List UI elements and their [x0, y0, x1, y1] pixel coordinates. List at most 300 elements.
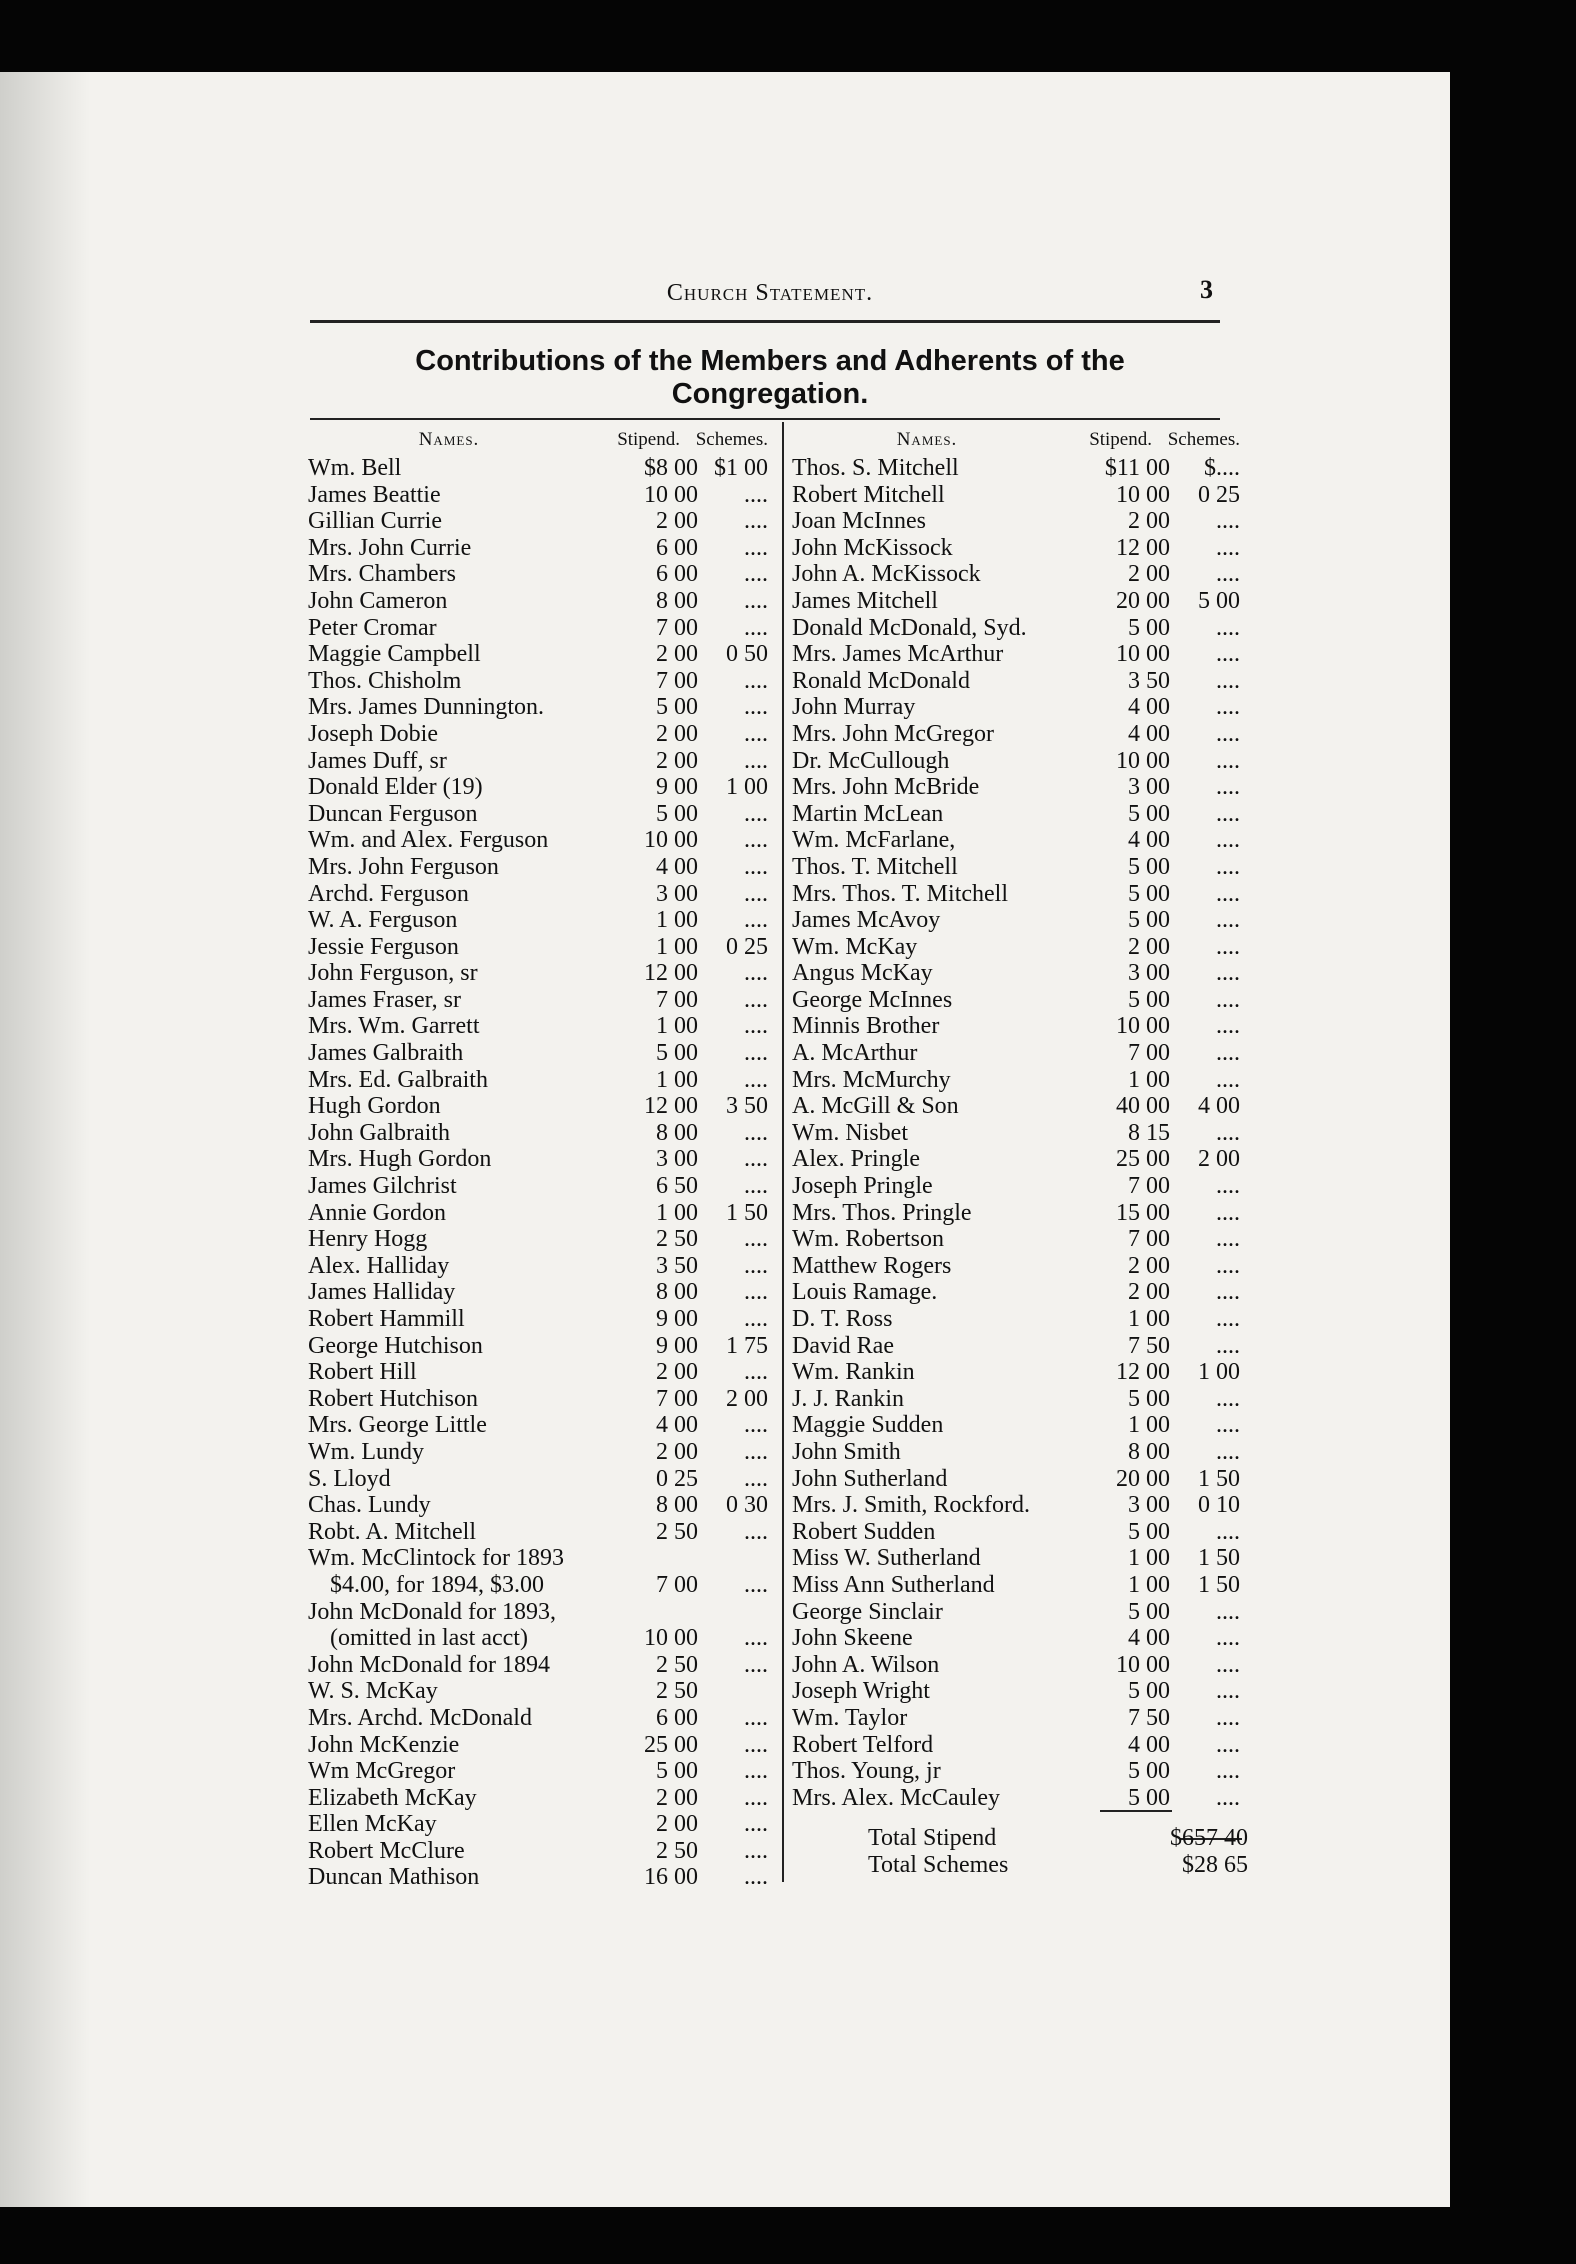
contributor-name: Mrs. Ed. Galbraith [308, 1066, 488, 1093]
schemes-amount: .... [744, 587, 768, 614]
list-item [770, 907, 1240, 934]
list-item [770, 1572, 1240, 1599]
schemes-amount: .... [744, 1013, 768, 1040]
stipend-amount: 1 00 [656, 907, 698, 934]
schemes-amount: .... [1216, 880, 1240, 907]
stipend-amount: 2 50 [656, 1837, 698, 1864]
stipend-amount: 2 50 [656, 1651, 698, 1678]
schemes-amount: .... [744, 1518, 768, 1545]
list-item [770, 641, 1240, 668]
list-item [308, 960, 768, 987]
list-item [770, 881, 1240, 908]
contributor-name: Mrs. Alex. McCauley [792, 1784, 1000, 1811]
list-item [308, 1200, 768, 1227]
schemes-amount: .... [744, 694, 768, 721]
schemes-amount: .... [1216, 561, 1240, 588]
stipend-amount: 5 00 [1128, 880, 1170, 907]
list-item [770, 1652, 1240, 1679]
stipend-amount: 5 00 [1128, 800, 1170, 827]
stipend-amount: 3 00 [1128, 1492, 1170, 1519]
contributor-name: John Skeene [792, 1625, 913, 1652]
contributor-name: Donald Elder (19) [308, 774, 483, 801]
schemes-amount: .... [744, 986, 768, 1013]
schemes-amount: .... [744, 1837, 768, 1864]
list-item [308, 1519, 768, 1546]
stipend-amount: 2 00 [656, 1359, 698, 1386]
contributor-name: James Galbraith [308, 1040, 464, 1067]
stipend-amount: 7 00 [1128, 1173, 1170, 1200]
schemes-amount: .... [744, 720, 768, 747]
right-list [770, 455, 1240, 1811]
list-item [770, 1785, 1240, 1812]
schemes-amount: 0 10 [1198, 1492, 1240, 1519]
contributor-name: John Smith [792, 1438, 901, 1465]
schemes-amount: .... [1216, 667, 1240, 694]
contributor-name: Donald McDonald, Syd. [792, 614, 1027, 641]
stipend-amount: 12 00 [1116, 1359, 1170, 1386]
contributor-name: A. McGill & Son [792, 1093, 959, 1120]
stipend-amount: 4 00 [1128, 1625, 1170, 1652]
stipend-amount: 8 00 [656, 1492, 698, 1519]
list-item [308, 615, 768, 642]
contributor-name: Robert Sudden [792, 1518, 936, 1545]
stipend-amount: 7 00 [656, 1385, 698, 1412]
schemes-amount: .... [1216, 1412, 1240, 1439]
list-item [770, 1519, 1240, 1546]
list-item [770, 1120, 1240, 1147]
list-item [308, 774, 768, 801]
contributor-name: John Murray [792, 694, 916, 721]
stipend-amount: $11 00 [1104, 455, 1170, 481]
schemes-amount: .... [744, 561, 768, 588]
contributor-name: Alex. Halliday [308, 1252, 450, 1279]
stipend-amount: 1 00 [656, 933, 698, 960]
page-edge-shadow [0, 72, 90, 2207]
stipend-amount: 2 50 [656, 1226, 698, 1253]
title-rule [310, 418, 1220, 420]
list-item [308, 1705, 768, 1732]
stipend-amount: 2 00 [656, 1438, 698, 1465]
stipend-amount: 2 00 [656, 720, 698, 747]
schemes-amount: 5 00 [1198, 587, 1240, 614]
list-item [770, 694, 1240, 721]
header-rule [310, 320, 1220, 323]
contributor-name: Thos. Young, jr [792, 1758, 941, 1785]
stipend-amount: 2 50 [656, 1678, 698, 1705]
schemes-amount: .... [744, 667, 768, 694]
schemes-amount: 1 50 [1198, 1545, 1240, 1572]
list-item [770, 748, 1240, 775]
stipend-amount: 7 00 [656, 1571, 698, 1598]
list-item [770, 1279, 1240, 1306]
stipend-amount: 7 00 [1128, 1226, 1170, 1253]
total-schemes-row [868, 1852, 1248, 1879]
list-item [770, 721, 1240, 748]
schemes-amount: .... [744, 1465, 768, 1492]
stipend-amount: 5 00 [656, 694, 698, 721]
contributor-name: Ronald McDonald [792, 667, 970, 694]
stipend-amount: 10 00 [1116, 1013, 1170, 1040]
stipend-amount: 6 00 [656, 561, 698, 588]
schemes-amount: .... [744, 880, 768, 907]
list-item [308, 1811, 768, 1838]
stipend-amount: 10 00 [1116, 481, 1170, 508]
schemes-amount: 2 00 [1198, 1146, 1240, 1173]
list-item [770, 1386, 1240, 1413]
list-item [770, 827, 1240, 854]
list-item [770, 455, 1240, 482]
schemes-amount: .... [744, 1864, 768, 1891]
contributor-name: Thos. S. Mitchell [792, 455, 959, 481]
stipend-amount: 3 00 [656, 1146, 698, 1173]
schemes-amount: .... [744, 747, 768, 774]
contributor-name: Wm. Bell [308, 455, 402, 481]
stipend-amount: 8 15 [1128, 1119, 1170, 1146]
stipend-amount: 5 00 [1128, 614, 1170, 641]
schemes-amount: .... [744, 1731, 768, 1758]
contributor-name: John Ferguson, sr [308, 960, 478, 987]
contributor-name: (omitted in last acct) [330, 1625, 528, 1652]
stipend-amount: 20 00 [1116, 1465, 1170, 1492]
stipend-amount: 8 00 [656, 587, 698, 614]
stipend-amount: 5 00 [1128, 1784, 1170, 1811]
contributor-name: Minnis Brother [792, 1013, 940, 1040]
list-item [308, 1864, 768, 1891]
contributor-name: John Sutherland [792, 1465, 948, 1492]
schemes-amount: .... [744, 1279, 768, 1306]
schemes-amount: .... [1216, 534, 1240, 561]
schemes-amount: .... [744, 1226, 768, 1253]
stipend-amount: 5 00 [1128, 986, 1170, 1013]
list-item [308, 1359, 768, 1386]
schemes-amount: .... [1216, 827, 1240, 854]
contributor-name: John Cameron [308, 587, 448, 614]
stipend-amount: 40 00 [1116, 1093, 1170, 1120]
list-item [308, 1120, 768, 1147]
contributor-name: James McAvoy [792, 907, 941, 934]
contributor-name: Mrs. Hugh Gordon [308, 1146, 492, 1173]
stipend-amount: 25 00 [1116, 1146, 1170, 1173]
contributor-name: Alex. Pringle [792, 1146, 920, 1173]
contributor-name: Robert Mitchell [792, 481, 945, 508]
list-item [308, 1306, 768, 1333]
list-item [308, 1652, 768, 1679]
contributor-name: Maggie Sudden [792, 1412, 944, 1439]
list-item [308, 987, 768, 1014]
list-item [770, 1013, 1240, 1040]
schemes-amount: .... [744, 907, 768, 934]
schemes-amount: .... [744, 1173, 768, 1200]
stipend-amount: 1 00 [656, 1013, 698, 1040]
stipend-amount: 1 00 [656, 1199, 698, 1226]
schemes-amount: 1 50 [1198, 1571, 1240, 1598]
contributor-name: George McInnes [792, 986, 953, 1013]
schemes-amount: 0 25 [1198, 481, 1240, 508]
list-item [308, 1386, 768, 1413]
stipend-amount: 1 00 [1128, 1066, 1170, 1093]
contributor-name: Gillian Currie [308, 508, 442, 535]
stipend-amount: $8 00 [644, 455, 698, 481]
schemes-amount: .... [744, 1438, 768, 1465]
schemes-amount: 4 00 [1198, 1093, 1240, 1120]
stipend-amount: 2 00 [1128, 1279, 1170, 1306]
contributor-name: George Hutchison [308, 1332, 483, 1359]
list-item [308, 1492, 768, 1519]
contributor-name: Elizabeth McKay [308, 1784, 477, 1811]
stipend-amount: 5 00 [1128, 1385, 1170, 1412]
stipend-amount: 2 00 [656, 747, 698, 774]
contributor-name: Joseph Dobie [308, 720, 438, 747]
schemes-amount: $.... [1204, 455, 1240, 481]
list-item [770, 1333, 1240, 1360]
stipend-amount: 1 00 [656, 1066, 698, 1093]
total-schemes-value: $28 65 [1182, 1851, 1248, 1878]
stipend-amount: 12 00 [1116, 534, 1170, 561]
list-item [308, 1040, 768, 1067]
running-head: Church Statement. [666, 280, 874, 306]
stipend-amount: 5 00 [656, 1758, 698, 1785]
names-header: Names. [896, 429, 958, 450]
contributor-name: James Halliday [308, 1279, 456, 1306]
schemes-amount: .... [744, 800, 768, 827]
list-item [308, 1013, 768, 1040]
list-item [308, 1226, 768, 1253]
list-item [770, 1200, 1240, 1227]
contributor-name: James Fraser, sr [308, 986, 461, 1013]
schemes-amount: .... [744, 853, 768, 880]
stipend-amount: 5 00 [1128, 1598, 1170, 1625]
schemes-amount: .... [744, 1252, 768, 1279]
list-item [308, 535, 768, 562]
schemes-amount: .... [744, 1359, 768, 1386]
left-column [308, 425, 768, 1891]
list-item [308, 1067, 768, 1094]
contributor-name: Mrs. Chambers [308, 561, 456, 588]
contributor-name: Wm. Taylor [792, 1704, 908, 1731]
schemes-amount: .... [1216, 1704, 1240, 1731]
schemes-amount: .... [1216, 1252, 1240, 1279]
stipend-header: Stipend. [1089, 429, 1152, 450]
list-item [770, 615, 1240, 642]
list-item [770, 1492, 1240, 1519]
list-item [770, 1678, 1240, 1705]
contributor-name: Mrs. James Dunnington. [308, 694, 544, 721]
stipend-amount: 7 00 [656, 986, 698, 1013]
contributor-name: Mrs. George Little [308, 1412, 487, 1439]
list-item [770, 1146, 1240, 1173]
stipend-amount: 10 00 [1116, 1651, 1170, 1678]
list-item [308, 1279, 768, 1306]
stipend-amount: 9 00 [656, 1306, 698, 1332]
contributor-name: Duncan Ferguson [308, 800, 478, 827]
list-item [770, 1545, 1240, 1572]
schemes-amount: .... [744, 1704, 768, 1731]
schemes-amount: .... [1216, 774, 1240, 801]
schemes-amount: .... [744, 1040, 768, 1067]
contributor-name: Mrs. Thos. Pringle [792, 1199, 972, 1226]
schemes-amount: .... [1216, 694, 1240, 721]
schemes-amount: .... [744, 1625, 768, 1652]
list-item [770, 1466, 1240, 1493]
list-item [770, 1625, 1240, 1652]
schemes-amount: .... [1216, 1758, 1240, 1785]
schemes-amount: 0 25 [726, 933, 768, 960]
schemes-amount: .... [1216, 907, 1240, 934]
stipend-amount: 20 00 [1116, 587, 1170, 614]
list-item [308, 1146, 768, 1173]
list-item [770, 508, 1240, 535]
contributor-name: Mrs. Wm. Garrett [308, 1013, 480, 1040]
list-item [770, 774, 1240, 801]
column-header [308, 425, 768, 451]
list-item [308, 588, 768, 615]
schemes-amount: .... [1216, 1731, 1240, 1758]
stipend-amount: 2 00 [656, 1784, 698, 1811]
contributor-name: Hugh Gordon [308, 1093, 441, 1120]
stipend-amount: 4 00 [1128, 720, 1170, 747]
contributor-name: Robert McClure [308, 1837, 465, 1864]
list-item [308, 907, 768, 934]
stipend-amount: 9 00 [656, 1332, 698, 1359]
schemes-amount: .... [1216, 508, 1240, 535]
schemes-amount: .... [1216, 1518, 1240, 1545]
schemes-amount: .... [744, 1811, 768, 1838]
contributor-name: Robt. A. Mitchell [308, 1518, 476, 1545]
list-item [308, 1173, 768, 1200]
contributor-name: Robert Hutchison [308, 1385, 478, 1412]
total-stipend-label: Total Stipend [868, 1825, 997, 1851]
stipend-amount: 3 00 [656, 880, 698, 907]
total-stipend-row [868, 1825, 1248, 1852]
schemes-amount: 3 50 [726, 1093, 768, 1120]
stipend-amount: 2 50 [656, 1518, 698, 1545]
stipend-amount: 4 00 [1128, 1731, 1170, 1758]
schemes-amount: 2 00 [726, 1385, 768, 1412]
contributor-name: John McKissock [792, 534, 953, 561]
schemes-amount: 1 00 [1198, 1359, 1240, 1386]
contributor-name: A. McArthur [792, 1040, 918, 1067]
stipend-amount: 10 00 [644, 481, 698, 508]
contributor-name: Mrs. McMurchy [792, 1066, 951, 1093]
list-item [770, 535, 1240, 562]
contributor-name: John A. McKissock [792, 561, 981, 588]
stipend-amount: 3 50 [1128, 667, 1170, 694]
list-item [308, 455, 768, 482]
contributor-name: Wm. Lundy [308, 1438, 424, 1465]
schemes-amount: .... [1216, 1385, 1240, 1412]
schemes-amount: .... [1216, 614, 1240, 641]
schemes-amount: .... [1216, 1438, 1240, 1465]
contributor-name: Angus McKay [792, 960, 933, 987]
schemes-amount: 1 50 [726, 1199, 768, 1226]
list-item [770, 1067, 1240, 1094]
contributor-name: Ellen McKay [308, 1811, 437, 1838]
contributor-name: W. A. Ferguson [308, 907, 458, 934]
stipend-amount: 15 00 [1116, 1199, 1170, 1226]
list-item [308, 694, 768, 721]
contributor-name: Mrs. John McGregor [792, 720, 994, 747]
schemes-amount: .... [744, 1651, 768, 1678]
list-item [308, 1412, 768, 1439]
contributor-name: Mrs. J. Smith, Rockford. [792, 1492, 1031, 1519]
contributor-name: Wm McGregor [308, 1758, 456, 1785]
list-item [770, 934, 1240, 961]
schemes-amount: .... [744, 1571, 768, 1598]
right-column [770, 425, 1240, 1811]
contributor-name: John Galbraith [308, 1119, 450, 1146]
stipend-amount: 5 00 [1128, 1678, 1170, 1705]
list-item [308, 668, 768, 695]
contributor-name: Maggie Campbell [308, 641, 481, 668]
stipend-amount: 7 00 [656, 667, 698, 694]
schemes-amount: .... [744, 1146, 768, 1173]
schemes-amount: .... [744, 481, 768, 508]
list-item [308, 1678, 768, 1705]
contributor-name: John McKenzie [308, 1731, 460, 1758]
list-item [770, 1040, 1240, 1067]
contributor-name: John McDonald for 1893, [308, 1598, 556, 1625]
list-item [308, 881, 768, 908]
list-item [308, 1333, 768, 1360]
contributor-name: Wm. and Alex. Ferguson [308, 827, 549, 854]
stipend-amount: 1 00 [1128, 1306, 1170, 1332]
stipend-amount: 7 50 [1128, 1332, 1170, 1359]
schemes-amount: .... [1216, 1066, 1240, 1093]
list-item [308, 1625, 768, 1652]
contributor-name: Wm. Robertson [792, 1226, 944, 1253]
schemes-amount: .... [1216, 641, 1240, 668]
stipend-amount: 8 00 [656, 1119, 698, 1146]
contributor-name: Duncan Mathison [308, 1864, 480, 1891]
list-item [308, 801, 768, 828]
list-item [308, 1572, 768, 1599]
schemes-amount: .... [744, 1784, 768, 1811]
contributor-name: Chas. Lundy [308, 1492, 431, 1519]
schemes-amount: .... [744, 534, 768, 561]
stipend-amount: 3 00 [1128, 774, 1170, 801]
contributor-name: Joseph Wright [792, 1678, 930, 1705]
list-item [308, 827, 768, 854]
contributor-name: James Duff, sr [308, 747, 447, 774]
contributor-name: J. J. Rankin [792, 1385, 905, 1412]
list-item [770, 482, 1240, 509]
contributor-name: S. Lloyd [308, 1465, 391, 1492]
schemes-amount: .... [744, 1119, 768, 1146]
stipend-amount: 2 00 [1128, 508, 1170, 535]
schemes-amount: .... [1216, 1226, 1240, 1253]
list-item [308, 1093, 768, 1120]
list-item [308, 1439, 768, 1466]
list-item [770, 1093, 1240, 1120]
contributor-name: Annie Gordon [308, 1199, 446, 1226]
contributor-name: Robert Hammill [308, 1306, 465, 1332]
contributor-name: Wm. McClintock for 1893 [308, 1545, 564, 1572]
total-stipend-value: $657 40 [1170, 1825, 1248, 1851]
contributor-name: Peter Cromar [308, 614, 437, 641]
schemes-amount: .... [744, 1412, 768, 1439]
page-number: 3 [1200, 275, 1213, 304]
schemes-header: Schemes. [695, 429, 768, 450]
stipend-amount: 5 00 [1128, 1518, 1170, 1545]
stipend-amount: 4 00 [1128, 827, 1170, 854]
stipend-amount: 10 00 [1116, 747, 1170, 774]
schemes-amount: 1 50 [1198, 1465, 1240, 1492]
list-item [308, 641, 768, 668]
list-item [770, 588, 1240, 615]
schemes-amount: 1 00 [726, 774, 768, 801]
schemes-amount: .... [1216, 1040, 1240, 1067]
contributor-name: Wm. McFarlane, [792, 827, 956, 854]
